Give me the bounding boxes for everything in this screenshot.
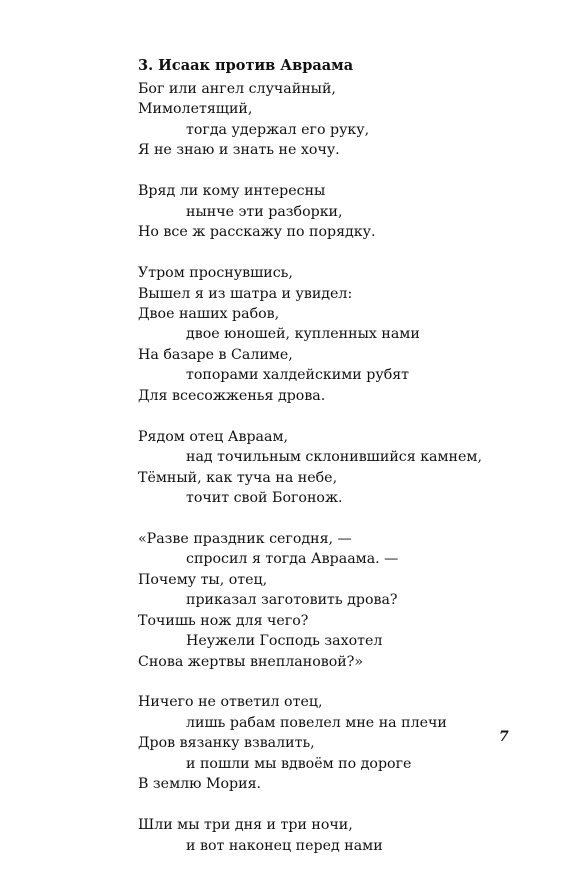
poem-line: лишь рабам повелел мне на плечи xyxy=(186,714,447,731)
poem-line: Тёмный, как туча на небе, xyxy=(138,469,338,486)
poem-stanza xyxy=(138,79,558,161)
poem-body xyxy=(138,79,558,877)
poem-line: Двое наших рабов, xyxy=(138,305,280,322)
poem-line: Для всесожженья дрова. xyxy=(138,387,326,404)
poem-line: Мимолетящий, xyxy=(138,101,253,118)
poem-line: Утром проснувшись, xyxy=(138,265,293,282)
poem-line: Вышел я из шатра и увидел: xyxy=(138,285,353,302)
poem-line: Ничего не ответил отец, xyxy=(138,694,323,711)
poem-stanza xyxy=(138,181,558,242)
poem-stanza xyxy=(138,815,558,856)
poem-line: тогда удержал его руку, xyxy=(186,121,370,138)
poem-stanza xyxy=(138,263,558,406)
poem-line: над точильным склонившийся камнем, xyxy=(186,449,482,466)
poem-line: приказал заготовить дрова? xyxy=(186,592,398,609)
poem-line: двое юношей, купленных нами xyxy=(186,326,420,343)
poem-line: Вряд ли кому интересны xyxy=(138,183,326,200)
poem-line: Снова жертвы внеплановой?» xyxy=(138,653,364,670)
poem-line: нынче эти разборки, xyxy=(186,203,343,220)
poem-stanza xyxy=(138,427,558,509)
poem-line: точит свой Богонож. xyxy=(186,489,343,506)
poem-stanza xyxy=(138,692,558,794)
poem-line: Бог или ангел случайный, xyxy=(138,81,336,97)
poem-stanza xyxy=(138,529,558,672)
poem-line: Шли мы три дня и три ночи, xyxy=(138,817,353,834)
chapter-title: 3. Исаак против Авраама xyxy=(138,57,354,74)
poem-line: и вот наконец перед нами xyxy=(186,837,383,854)
poem-line: Я не знаю и знать не хочу. xyxy=(138,142,340,159)
poem-line: Точишь нож для чего? xyxy=(138,612,309,629)
poem-line: спросил я тогда Авраама. — xyxy=(186,551,399,568)
poem-line: В землю Мория. xyxy=(138,776,262,793)
poem-line: Почему ты, отец, xyxy=(138,571,268,588)
poem-line: Рядом отец Авраам, xyxy=(138,428,289,445)
poem-line: Дров вязанку взвалить, xyxy=(138,735,315,752)
poem-line: Неужели Господь захотел xyxy=(186,633,383,650)
poem-line: На базаре в Салиме, xyxy=(138,346,293,363)
poem-line: Но все ж расскажу по порядку. xyxy=(138,224,376,241)
poem-line: «Разве праздник сегодня, — xyxy=(138,530,352,547)
poem-line: и пошли мы вдвоём по дороге xyxy=(186,755,412,772)
page-number: 7 xyxy=(499,729,509,745)
poem-line: топорами халдейскими рубят xyxy=(186,367,410,384)
